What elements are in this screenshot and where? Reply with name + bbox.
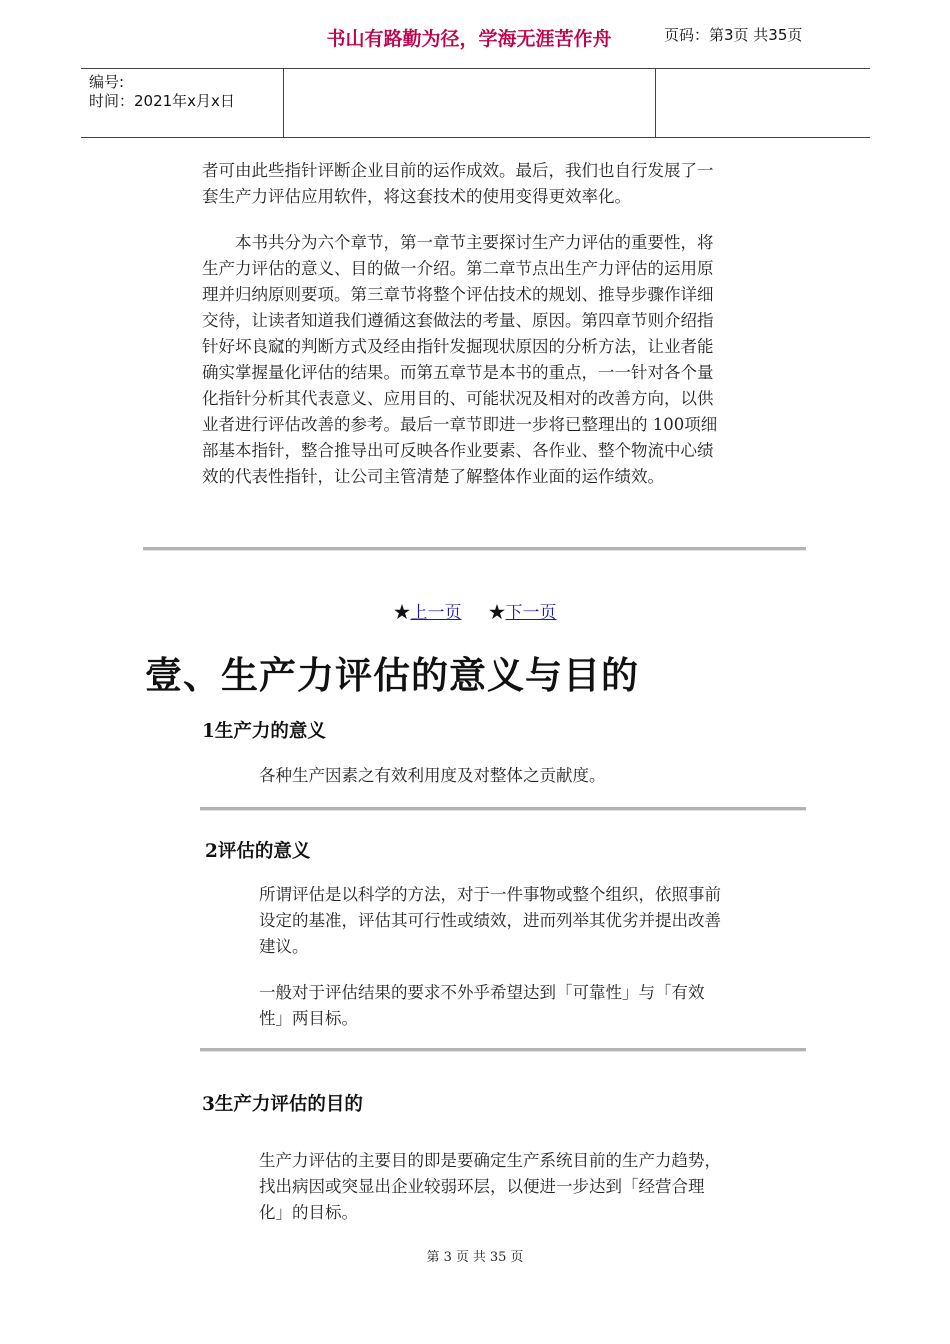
section-3-paragraph: 生产力评估的主要目的即是要确定生产系统目前的生产力趋势， 找出病因或突显出企业较弱环层，以便进一步达到「经营合理 化」的目标。 — [259, 1151, 721, 1222]
time-label: 时间：2021年x月x日 — [89, 92, 235, 110]
code-label: 编号: — [89, 73, 125, 91]
star-icon: ★ — [488, 603, 506, 623]
section-2-paragraph-1: 所谓评估是以科学的方法，对于一件事物或整个组织，依照事前 设定的基准，评估其可行性或绩效，进而列举其优劣并提出改善 建议。 — [259, 885, 721, 956]
next-page-link[interactable]: 下一页 — [505, 603, 557, 623]
divider — [200, 1048, 806, 1052]
section-title-3: 3生产力评估的目的 — [202, 1094, 363, 1115]
chapter-title: 壹、生产力评估的意义与目的 — [145, 653, 639, 697]
header-meta — [89, 73, 235, 111]
star-icon: ★ — [393, 603, 411, 623]
footer-total-pages: 35 — [489, 1250, 507, 1265]
header-divider — [655, 69, 656, 137]
section-1-paragraph: 各种生产因素之有效利用度及对整体之贡献度。 — [259, 766, 606, 785]
page-footer: 第 3 页 共 35 页 — [426, 1250, 524, 1265]
divider — [200, 807, 806, 811]
intro-paragraph-1: 者可由此些指针评断企业目前的运作成效。最后，我们也自行发展了一 套生产力评估应用软件，将这套技术的使用变得更效率化。 — [202, 161, 714, 206]
header-divider — [283, 69, 284, 137]
page-header — [81, 68, 870, 138]
header-motto: 书山有路勤为径，学海无涯苦作舟 — [326, 28, 612, 50]
prev-page-link[interactable]: 上一页 — [410, 603, 462, 623]
page-nav — [0, 598, 950, 623]
intro-paragraph-2: 本书共分为六个章节，第一章节主要探讨生产力评估的重要性，将 生产力评估的意义、目的做一介绍。第二章节点出生产力评估的运用原 理并归纳原则要项。第三章节将整个评估技术的规划、推导步骤作详细 交待，让读者知道我们遵循这套做法的考量、原因。第四章节则介绍指 针好坏良窳的判断方式及经由指针发掘现状原因的分析方法，让业者能 确实掌握量化评估的结果。而第五章节是本书的重点，一一针对各个量 化指针分析其代表意义、应用目的、可能状况及相对的改善方向，以供 业者进行评估改善的参考。最后一章节即进一步将已整理出的 100项细 部基本指针，整合推导出可反映各作业要素、各作业、整个物流中心绩 效的代表性指针，让公司主管清楚了解整体作业面的运作绩效。 — [202, 233, 718, 486]
section-title-1: 1生产力的意义 — [202, 721, 326, 742]
divider — [143, 547, 806, 551]
header-page-info: 页码：第3页 共35页 — [664, 26, 803, 44]
section-title-2: 2评估的意义 — [205, 841, 311, 862]
section-2-paragraph-2: 一般对于评估结果的要求不外乎希望达到「可靠性」与「有效 性」两目标。 — [259, 983, 705, 1028]
footer-page-number: 3 — [443, 1250, 452, 1265]
